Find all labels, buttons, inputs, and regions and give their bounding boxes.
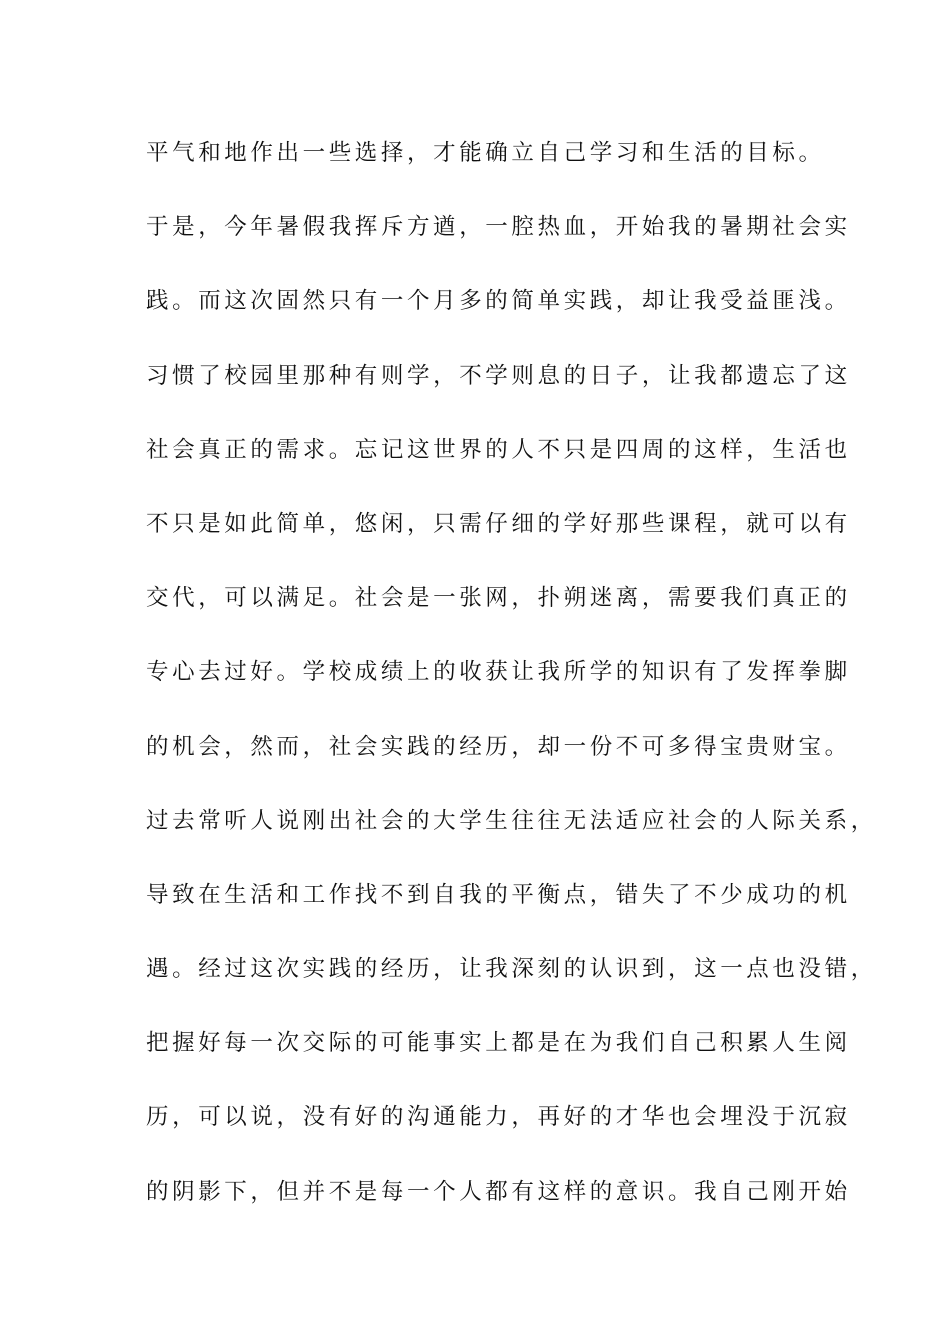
text-line-1: 平气和地作出一些选择，才能确立自己学习和生活的目标。 bbox=[146, 140, 825, 166]
text-line-10: 过去常听人说刚出社会的大学生往往无法适应社会的人际关系， bbox=[146, 807, 877, 834]
text-line-8: 专心去过好。学校成绩上的收获让我所学的知识有了发挥拳脚 bbox=[146, 659, 851, 686]
text-line-13: 把握好每一次交际的可能事实上都是在为我们自己积累人生阅 bbox=[146, 1030, 851, 1057]
text-line-12: 遇。经过这次实践的经历，让我深刻的认识到，这一点也没错， bbox=[146, 956, 877, 983]
text-line-15: 的阴影下，但并不是每一个人都有这样的意识。我自己刚开始 bbox=[146, 1178, 851, 1205]
text-line-14: 历，可以说，没有好的沟通能力，再好的才华也会埋没于沉寂 bbox=[146, 1104, 851, 1131]
document-body bbox=[146, 133, 877, 1246]
text-line-11: 导致在生活和工作找不到自我的平衡点，错失了不少成功的机 bbox=[146, 881, 851, 908]
text-line-9: 的机会，然而，社会实践的经历，却一份不可多得宝贵财宝。 bbox=[146, 733, 851, 760]
text-line-7: 交代，可以满足。社会是一张网，扑朔迷离，需要我们真正的 bbox=[146, 585, 851, 612]
text-line-5: 社会真正的需求。忘记这世界的人不只是四周的这样，生活也 bbox=[146, 436, 851, 463]
text-line-2: 于是，今年暑假我挥斥方遒，一腔热血，开始我的暑期社会实 bbox=[146, 214, 851, 241]
text-line-4: 习惯了校园里那种有则学，不学则息的日子，让我都遗忘了这 bbox=[146, 362, 851, 389]
text-line-3: 践。而这次固然只有一个月多的简单实践，却让我受益匪浅。 bbox=[146, 288, 851, 315]
text-line-6: 不只是如此简单，悠闲，只需仔细的学好那些课程，就可以有 bbox=[146, 510, 851, 537]
